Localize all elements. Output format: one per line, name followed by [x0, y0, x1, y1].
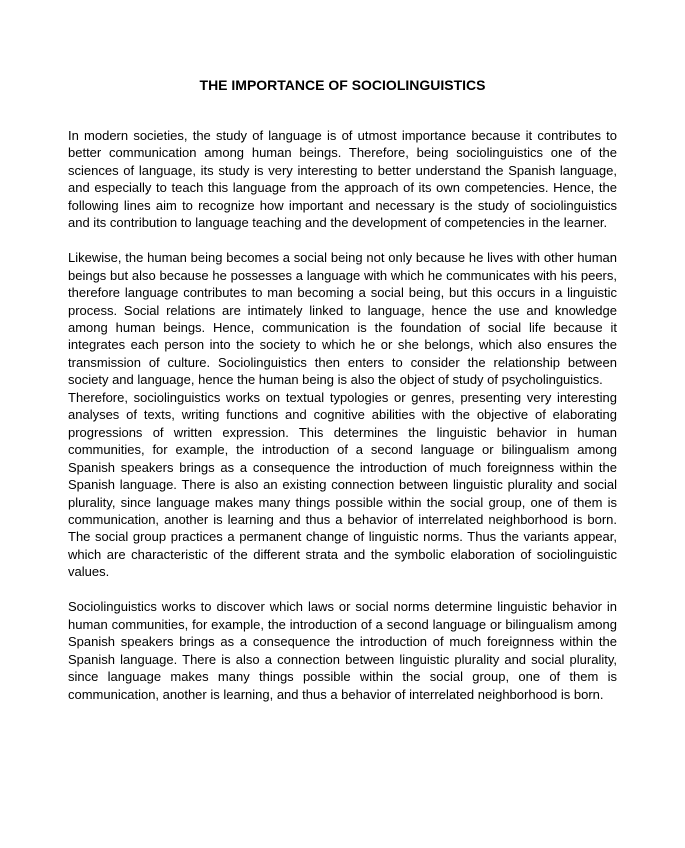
document-title: THE IMPORTANCE OF SOCIOLINGUISTICS	[199, 77, 486, 93]
paragraph-social-being: Likewise, the human being becomes a social being not only because he lives with other human beings but also because he possesses a language with which he communicates with his peers, therefore language contributes to man becoming a social being, but this occurs in a linguistic process. Social relations are intimately linked to language, hence the use and knowledge among human beings. Hence, communication is the foundation of social life because it integrates each person into the society to which he or she belongs, which also ensures the transmission of culture. Sociolinguistics then enters to consider the relationship between society and language, hence the human being is also the object of study of psycholinguistics.	[68, 250, 617, 388]
paragraph-textual-typologies: Therefore, sociolinguistics works on textual typologies or genres, presenting very interesting analyses of texts, writing functions and cognitive abilities with the objective of elaborating progressions of written expression. This determines the linguistic behavior in human communities, for example, the introduction of a second language or bilingualism among Spanish speakers brings as a consequence the introduction of much foreignness within the Spanish language. There is also an existing connection between linguistic plurality and social plurality, since language makes many things possible within the social group, one of them is communication, another is learning and thus a behavior of interrelated neighborhood is born. The social group practices a permanent change of linguistic norms. Thus the variants appear, which are characteristic of the different strata and the symbolic elaboration of sociolinguistic values.	[68, 389, 617, 580]
paragraph-linguistic-norms: Sociolinguistics works to discover which laws or social norms determine linguistic behavior in human communities, for example, the introduction of a second language or bilingualism among Spanish speakers brings as a consequence the introduction of much foreignness within the Spanish language. There is also a connection between linguistic plurality and social plurality, since language makes many things possible within the social group, one of them is communication, another is learning, and thus a behavior of interrelated neighborhood is born.	[68, 599, 617, 702]
paragraph-intro: In modern societies, the study of language is of utmost importance because it contributes to better communication among human beings. Therefore, being sociolinguistics one of the sciences of language, its study is very interesting to better understand the Spanish language, and especially to teach this language from the approach of its own competencies. Hence, the following lines aim to recognize how important and necessary is the study of sociolinguistics and its contribution to language teaching and the development of competencies in the learner.	[68, 128, 617, 231]
document-page	[68, 76, 617, 703]
